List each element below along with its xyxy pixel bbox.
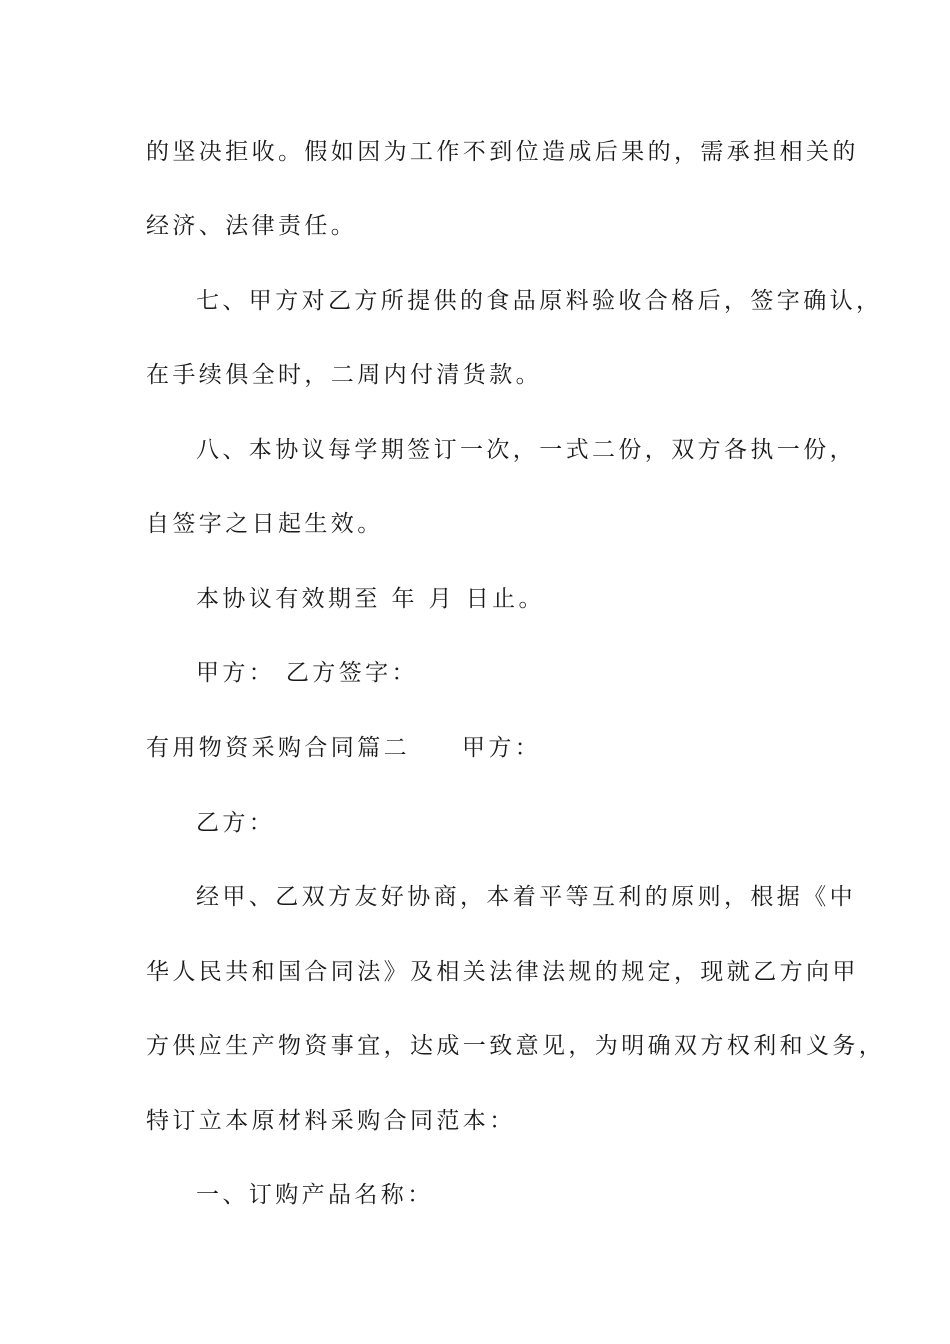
signature-line: 甲方： 乙方签字： bbox=[196, 660, 418, 686]
paragraph-line: 的坚决拒收。假如因为工作不到位造成后果的，需承担相关的 bbox=[146, 139, 859, 165]
paragraph-line: 华人民共和国合同法》及相关法律法规的规定，现就乙方向甲 bbox=[146, 959, 859, 985]
section-title: 有用物资采购合同篇二 bbox=[146, 735, 410, 761]
validity-line: 本协议有效期至 年 月 日止。 bbox=[196, 586, 545, 612]
clause-8-line: 八、本协议每学期签订一次，一式二份，双方各执一份， bbox=[196, 437, 856, 463]
item-1-heading: 一、订购产品名称： bbox=[196, 1182, 434, 1208]
clause-7-line: 七、甲方对乙方所提供的食品原料验收合格后，签字确认， bbox=[196, 288, 883, 314]
party-b-label: 乙方： bbox=[196, 810, 276, 836]
paragraph-line: 经济、法律责任。 bbox=[146, 213, 358, 239]
paragraph-line: 特订立本原材料采购合同范本： bbox=[146, 1108, 516, 1134]
paragraph-line: 在手续俱全时，二周内付清货款。 bbox=[146, 362, 542, 388]
section-heading-line bbox=[146, 733, 541, 763]
party-a-label: 甲方： bbox=[462, 735, 542, 761]
paragraph-line: 方供应生产物资事宜，达成一致意见，为明确双方权利和义务， bbox=[146, 1033, 886, 1059]
paragraph-line: 经甲、乙双方友好协商，本着平等互利的原则，根据《中 bbox=[196, 884, 856, 910]
paragraph-line: 自签字之日起生效。 bbox=[146, 511, 384, 537]
